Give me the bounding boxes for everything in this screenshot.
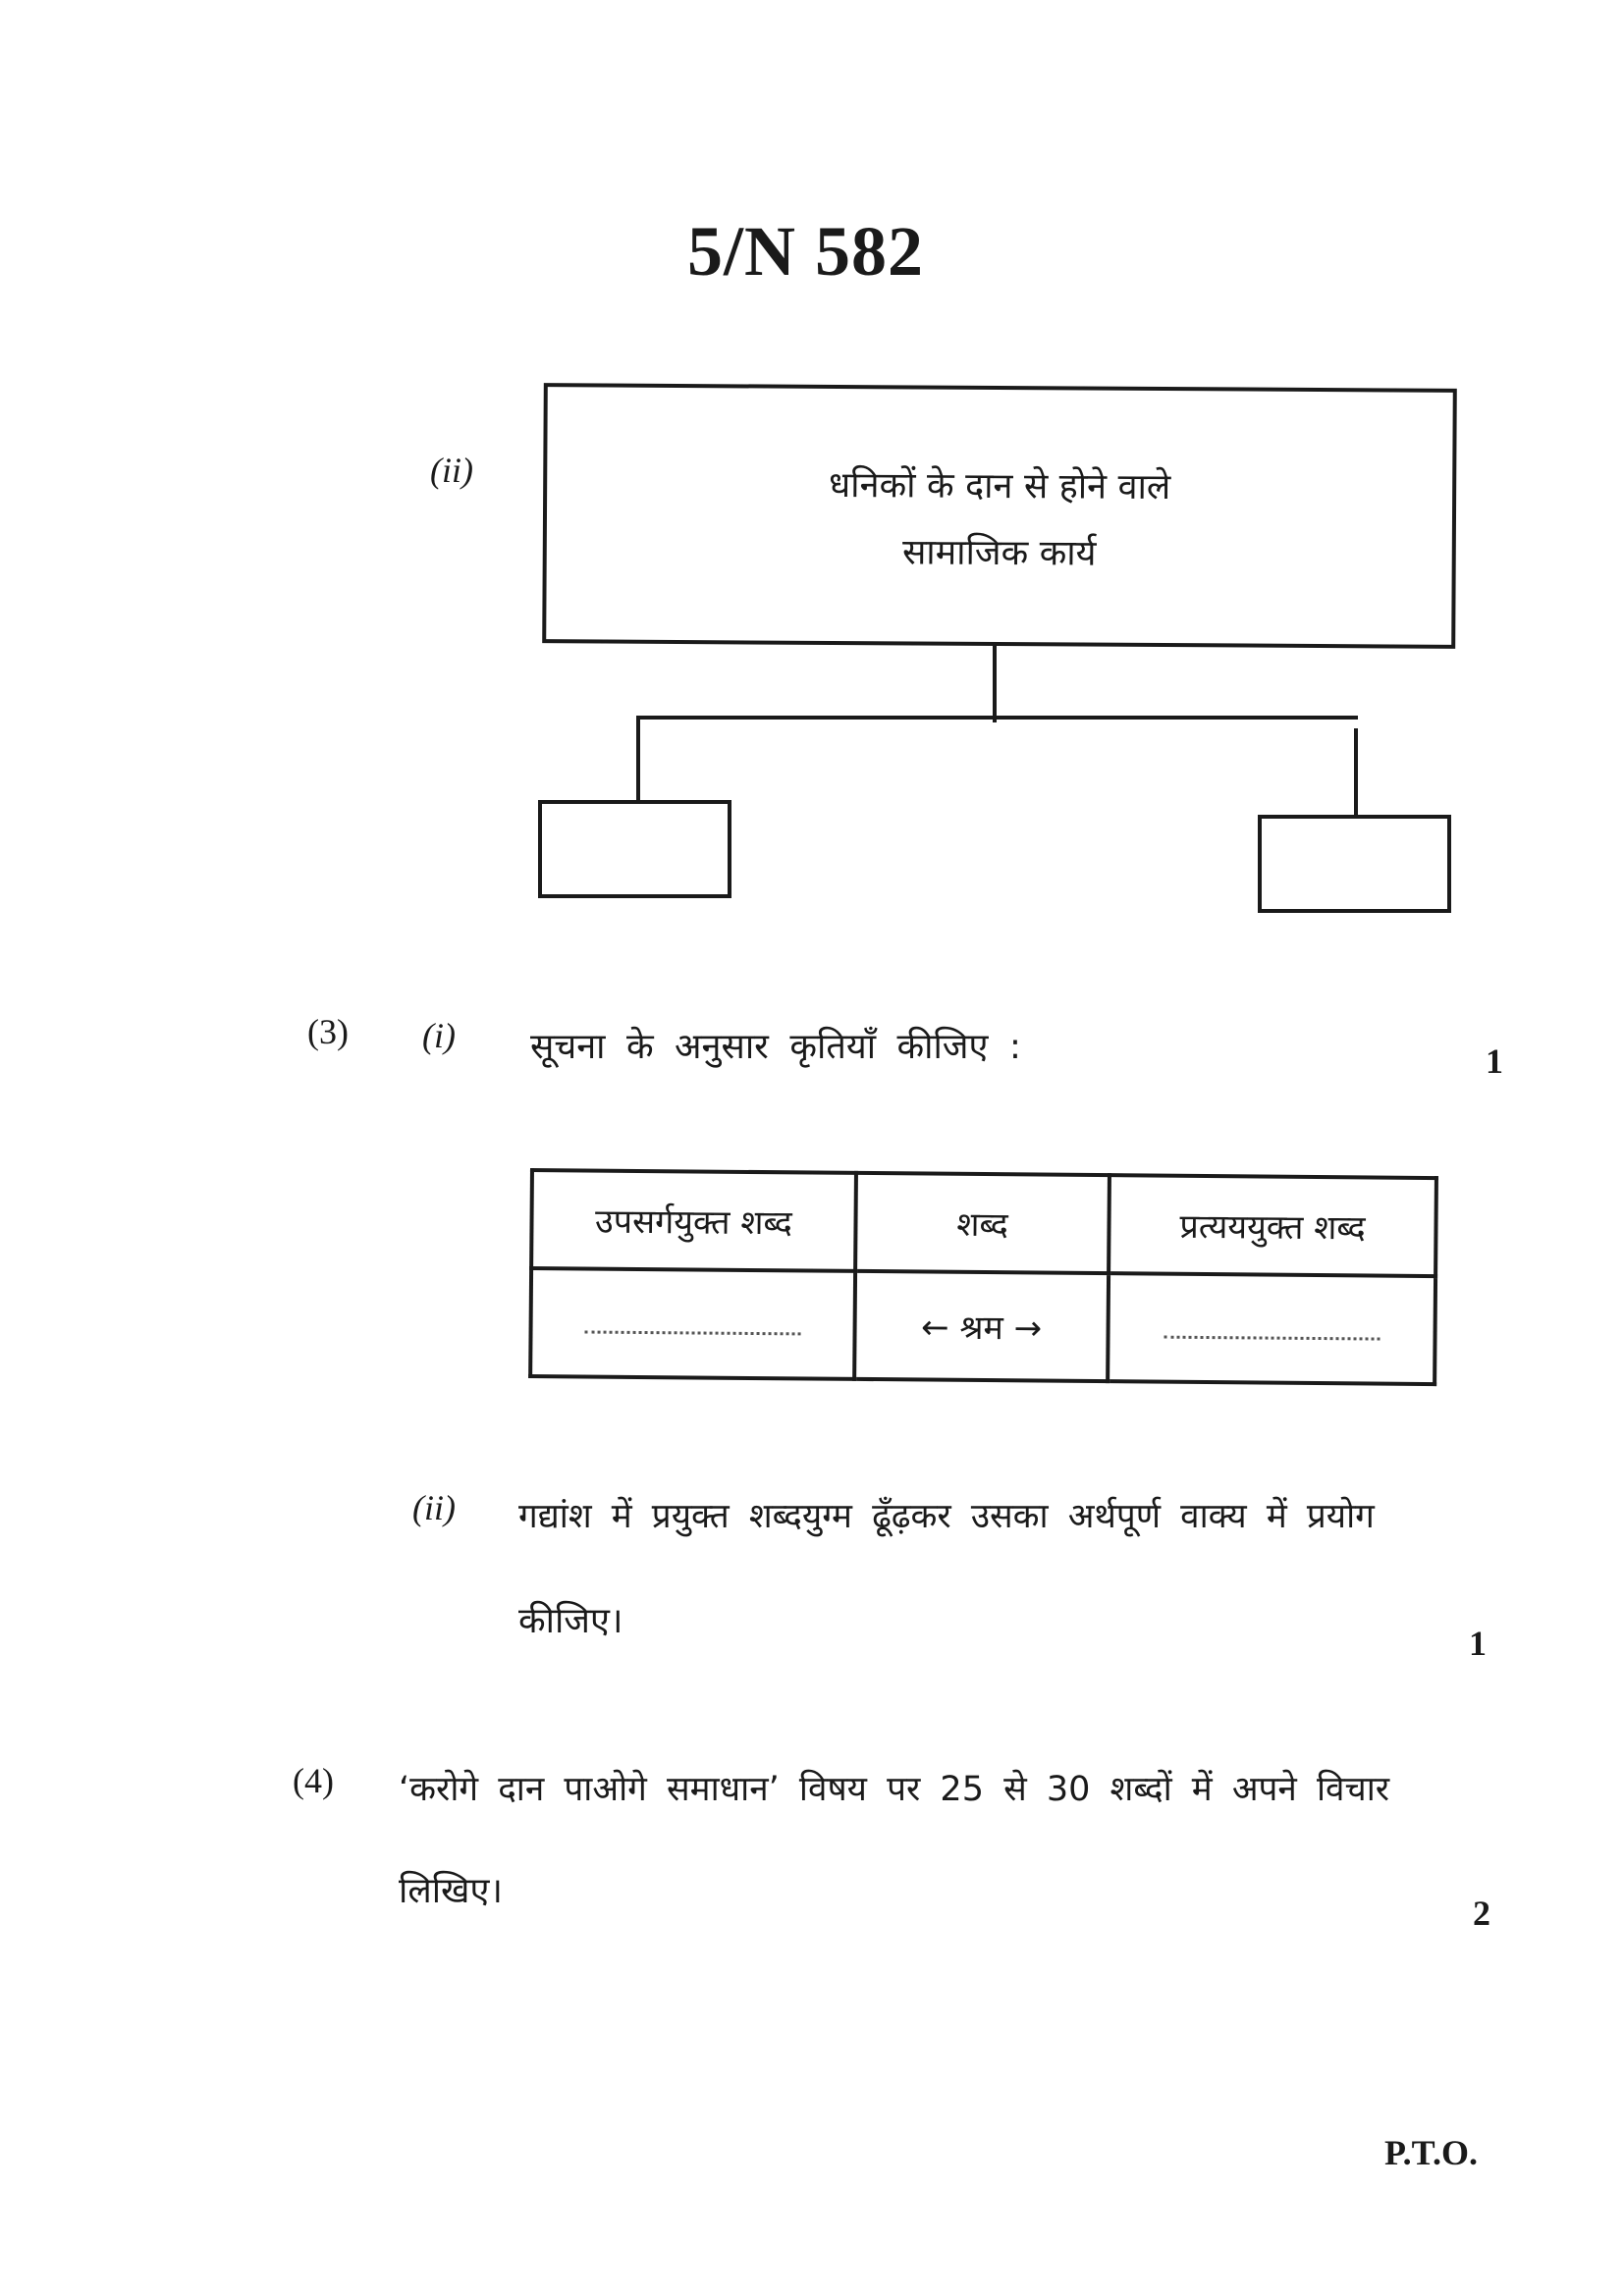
q4-number: (4) [293, 1761, 334, 1800]
diagram-main-box [542, 383, 1457, 649]
table-header-prefix: उपसर्गयुक्त शब्द [531, 1170, 856, 1271]
q4-text-line2: लिखिए। [399, 1871, 504, 1911]
q3-part-ii-marks: 1 [1469, 1624, 1487, 1663]
diagram-stem-line [993, 644, 997, 722]
root-word: ← श्रम → [920, 1308, 1043, 1349]
q3-number: (3) [307, 1012, 349, 1051]
table-header-suffix: प्रत्यययुक्त शब्द [1109, 1175, 1436, 1276]
q2-sub-label: (ii) [430, 451, 473, 490]
affix-table [528, 1168, 1438, 1386]
fill-blank-right [1164, 1316, 1380, 1341]
paper-code: 5/N 582 [687, 212, 924, 291]
table-cell-suffix-blank [1108, 1273, 1435, 1384]
diagram-main-text-line1: धनिकों के दान से होने वाले [828, 464, 1171, 508]
fill-blank-left [584, 1310, 800, 1335]
q3-part-i-label: (i) [422, 1016, 456, 1055]
table-header-word: शब्द [855, 1173, 1110, 1273]
table-row [530, 1268, 1435, 1384]
diagram-right-drop-line [1354, 728, 1358, 817]
pto-label: P.T.O. [1384, 2133, 1479, 2172]
q3-part-ii-label: (ii) [412, 1488, 456, 1527]
table-cell-word [854, 1271, 1109, 1381]
table-cell-prefix-blank [530, 1268, 855, 1379]
q3-part-i-marks: 1 [1486, 1041, 1503, 1081]
q3-part-i-instruction: सूचना के अनुसार कृतियाँ कीजिए : [530, 1027, 1021, 1067]
q4-text-line1: ‘करोगे दान पाओगे समाधान’ विषय पर 25 से 30 शब्दों में अपने विचार [399, 1770, 1390, 1809]
diagram-answer-box-left [538, 800, 731, 898]
diagram-left-drop-line [636, 716, 640, 802]
q3-part-ii-text-line2: कीजिए। [518, 1601, 623, 1641]
q4-marks: 2 [1473, 1894, 1490, 1933]
diagram-main-text-line2: सामाजिक कार्य [901, 532, 1097, 574]
diagram-branch-line [636, 716, 1358, 720]
q3-part-ii-text-line1: गद्यांश में प्रयुक्त शब्दयुग्म ढूँढ़कर उसका अर्थपूर्ण वाक्य में प्रयोग [518, 1497, 1375, 1536]
diagram-answer-box-right [1258, 815, 1451, 913]
